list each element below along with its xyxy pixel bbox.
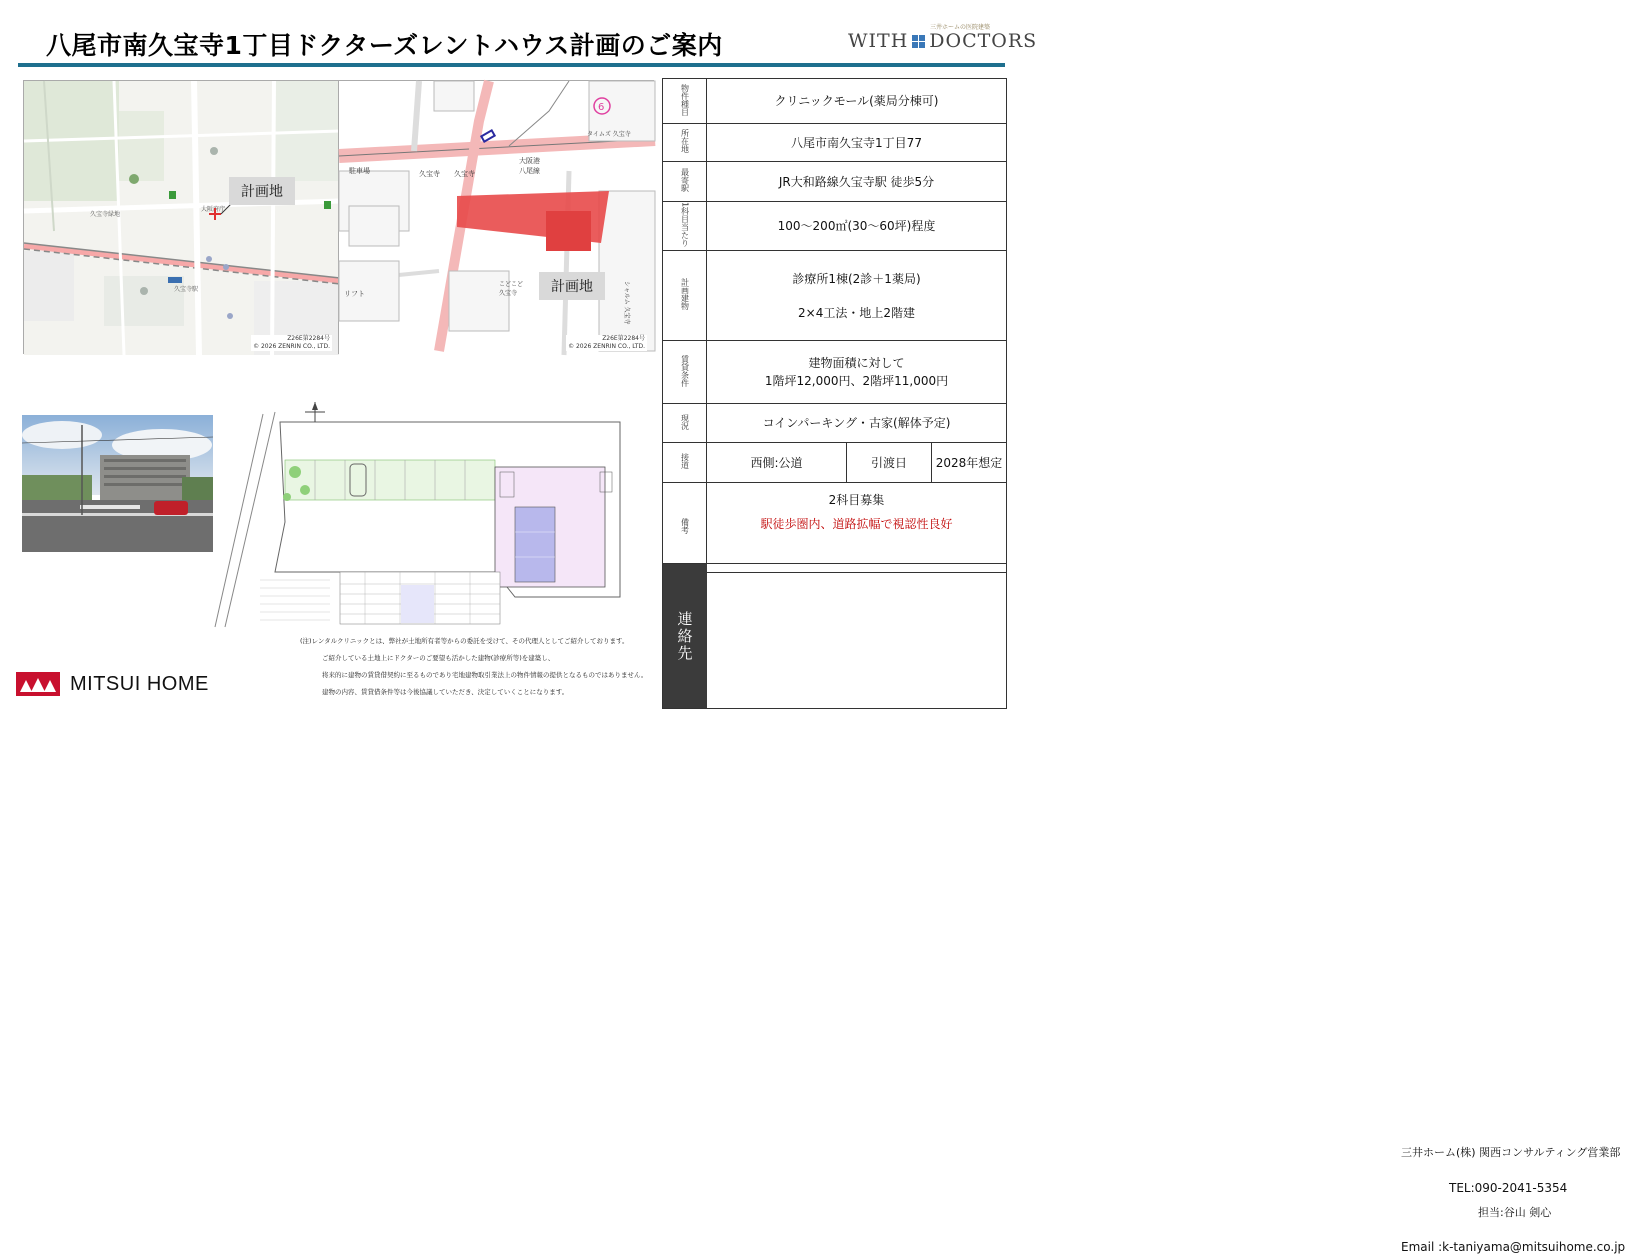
note-line: 将来的に建物の賃貸借契約に至るものであり宅地建物取引業法上の物件情報の提供となるものではありません。 [322,671,648,679]
area-map [23,80,339,354]
road-access-value: 西側:公道 [707,443,847,483]
row-label: 所在地 [663,124,707,162]
site-photo [22,415,213,552]
row-label: 現況 [663,404,707,443]
svg-text:こどこど: こどこど [499,281,524,288]
contact-details [707,564,1625,1254]
contact-email[interactable]: Email :k-taniyama@mitsuihome.co.jp [1401,1240,1625,1254]
handover-value: 2028年想定 [932,443,1007,483]
mitsui-home-text: MITSUI HOME [70,672,209,695]
map-copyright: Z26E第2284号 © 2026 ZENRIN CO., LTD. [568,335,645,350]
svg-text:大阪港: 大阪港 [519,157,540,165]
note-line: 建物の内容、賃貸借条件等は今後協議していただき、決定していくことになります。 [322,688,569,696]
contact-company: 三井ホーム(株) 関西コンサルティング営業部 [1401,1146,1621,1159]
row-label: 接道 [663,443,707,483]
disclaimer-notes [300,633,660,701]
nearest-station-value: JR大和路線久宝寺駅 徒歩5分 [707,162,1007,202]
svg-text:八尾線: 八尾線 [519,167,540,175]
area-map-svg [24,81,340,355]
site-plan [225,402,635,627]
row-label: 1科目当たり [663,202,707,251]
contact-box [662,563,1625,1254]
contact-tel[interactable]: TEL:090-2041-5354 [1449,1181,1568,1195]
row-label: 計画建物 [663,251,707,341]
area-per-specialty-value: 100～200㎡(30～60坪)程度 [707,202,1007,251]
svg-text:久宝寺緑地: 久宝寺緑地 [90,211,121,218]
svg-text:タイムズ 久宝寺: タイムズ 久宝寺 [587,131,631,138]
row-label: 備考 [663,483,707,573]
brand-logo-with: WITH [848,30,909,52]
row-label: 最寄駅 [663,162,707,202]
table-row [663,79,1007,124]
contact-label: 連絡先 [663,564,707,708]
site-label-detail-map: 計画地 [539,272,605,300]
site-photo-svg [22,415,213,552]
brand-logo-doctors: DOCTORS [929,30,1038,52]
svg-text:大阪府庁: 大阪府庁 [201,206,226,213]
mitsui-home-logo [16,672,209,696]
handover-label: 引渡日 [847,443,932,483]
svg-text:久宝寺: 久宝寺 [499,290,518,297]
note-line: (注)レンタルクリニックとは、弊社が土地所有者等からの委託を受けて、その代理人としてご紹介しております。 [300,637,629,645]
svg-text:シャルム 久宝寺: シャルム 久宝寺 [623,281,630,325]
table-row [663,341,1007,404]
contact-person: 担当:谷山 剣心 [1478,1206,1552,1219]
detail-map-svg [339,81,655,355]
note-line: ご紹介している土地上にドクターのご要望も活かした建物(診療所等)を建築し、 [322,654,555,662]
table-row [663,124,1007,162]
property-type-value: クリニックモール(薬局分棟可) [707,79,1007,124]
table-row [663,404,1007,443]
svg-text:久宝寺: 久宝寺 [419,170,440,178]
current-status-value: コインパーキング・古家(解体予定) [707,404,1007,443]
brand-logo-text [848,30,1037,52]
address-value: 八尾市南久宝寺1丁目77 [707,124,1007,162]
header-rule [18,63,1005,67]
mitsui-mark-icon [16,672,60,696]
brand-tagline: 三井ホームの医院建築 [930,24,991,31]
table-row [663,251,1007,341]
detail-map [338,80,654,354]
row-label: 物件種目 [663,79,707,124]
svg-text:久宝寺駅: 久宝寺駅 [174,286,199,293]
planned-building-value: 診療所1棟(2診＋1薬局) 2×4工法・地上2階建 [707,251,1007,341]
row-label: 賃貸条件 [663,341,707,404]
with-doctors-logo [830,22,1038,58]
site-label-area-map: 計画地 [229,177,295,205]
property-info-table [662,78,1007,573]
table-row [663,443,1007,483]
page-title: 八尾市南久宝寺1丁目ドクターズレントハウス計画のご案内 [46,31,723,60]
svg-text:リフト: リフト [344,290,365,298]
svg-text:久宝寺: 久宝寺 [454,170,475,178]
remarks-value: 2科目募集 駅徒歩圏内、道路拡幅で視認性良好 [707,483,1007,573]
site-plan-svg [225,402,635,627]
svg-text:6: 6 [598,102,605,113]
table-row [663,483,1007,573]
table-row [663,202,1007,251]
rental-terms-value: 建物面積に対して 1階坪12,000円、2階坪11,000円 [707,341,1007,404]
map-copyright: Z26E第2284号 © 2026 ZENRIN CO., LTD. [253,335,330,350]
remarks-highlight: 駅徒歩圏内、道路拡幅で視認性良好 [760,517,953,532]
brand-square-icon [912,35,925,48]
table-row [663,162,1007,202]
svg-text:駐車場: 駐車場 [349,167,370,175]
